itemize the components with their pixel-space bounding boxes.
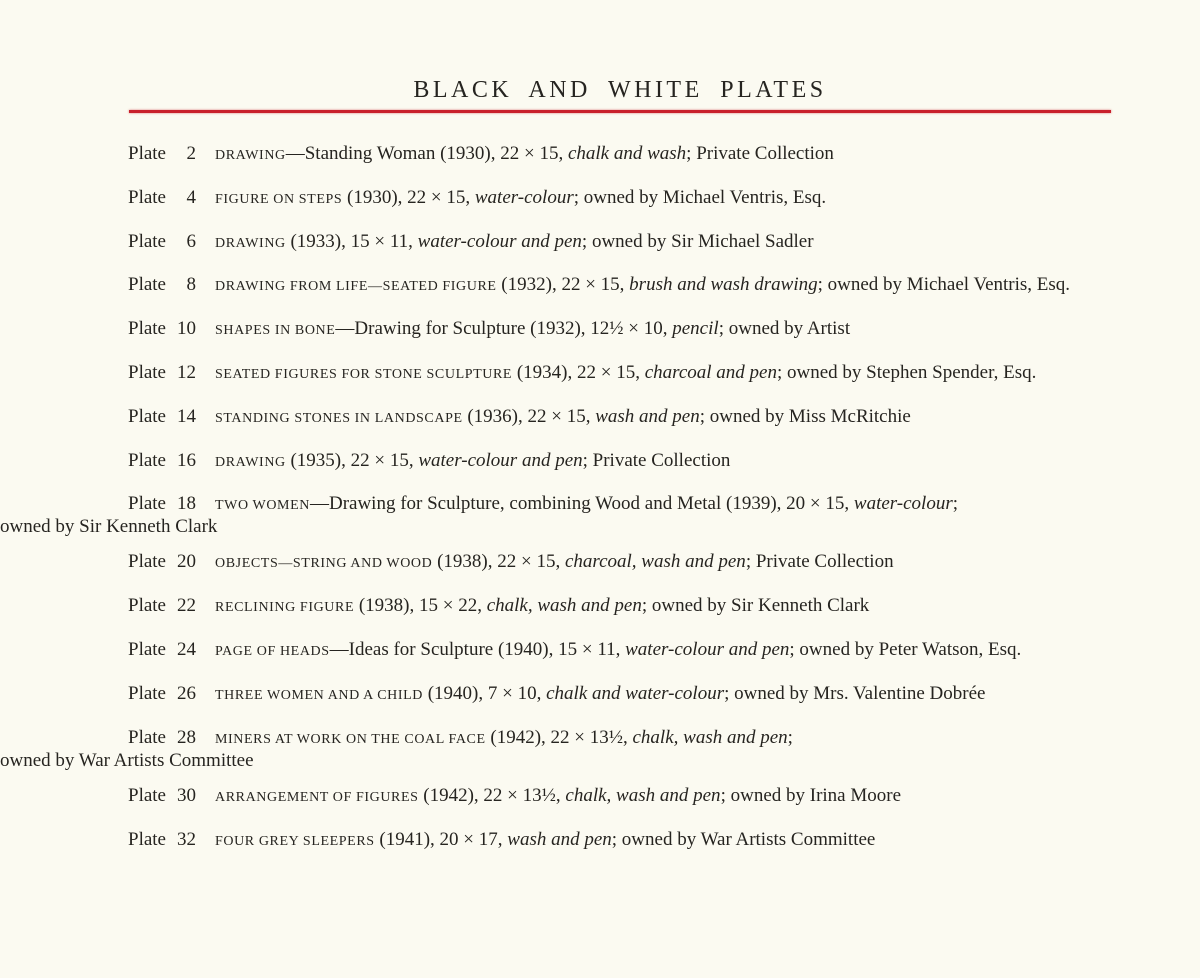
plate-num: 14 [177, 406, 196, 427]
plate-owner: ; Private Collection [686, 143, 834, 164]
plate-label: Plate [128, 595, 166, 616]
plate-num: 4 [186, 187, 196, 208]
plate-label: Plate [128, 450, 166, 471]
plate-owner-continued: owned by War Artists Committee [0, 750, 254, 771]
plate-number [128, 274, 198, 296]
plate-number [128, 406, 198, 428]
plate-num: 10 [177, 318, 196, 339]
plate-label: Plate [128, 406, 166, 427]
plate-number [128, 595, 198, 617]
plate-details: (1933), 15 × 11, [290, 231, 418, 252]
plate-separator: — [285, 143, 305, 164]
plate-number [128, 639, 198, 661]
plate-heading: DRAWING [215, 236, 286, 251]
plate-owner: ; owned by Sir Michael Sadler [581, 231, 814, 252]
plate-owner-continued: owned by Sir Kenneth Clark [0, 516, 218, 537]
plate-details: Drawing for Sculpture (1932), 12½ × 10, [354, 318, 673, 339]
plate-medium: wash and pen [595, 406, 700, 427]
plate-description [215, 187, 826, 209]
plate-heading: DRAWING [215, 455, 286, 470]
plate-medium: water-colour [853, 493, 953, 514]
plate-number [128, 450, 198, 472]
plate-label: Plate [128, 639, 166, 660]
plate-number [128, 231, 198, 253]
plate-label: Plate [128, 727, 166, 748]
plate-heading: MINERS AT WORK ON THE COAL FACE [215, 732, 486, 747]
plate-details: (1934), 22 × 15, [516, 362, 645, 383]
plate-medium: water-colour and pen [417, 231, 582, 252]
plate-heading: DRAWING [215, 148, 286, 163]
plate-description [215, 143, 834, 165]
plate-medium: water-colour and pen [418, 450, 583, 471]
plate-label: Plate [128, 143, 166, 164]
plate-owner: ; owned by Mrs. Valentine Dobrée [724, 683, 986, 704]
plate-num: 12 [177, 362, 196, 383]
plate-num: 20 [177, 551, 196, 572]
plate-number [128, 318, 198, 340]
plate-num: 2 [186, 143, 196, 164]
plate-medium: charcoal and pen [644, 362, 777, 383]
plate-number [128, 683, 198, 705]
plate-medium: pencil [672, 318, 719, 339]
plate-description [215, 727, 793, 749]
plate-description [215, 450, 730, 472]
plate-separator: — [309, 493, 329, 514]
plate-num: 6 [186, 231, 196, 252]
plate-number [128, 187, 198, 209]
plate-label: Plate [128, 187, 166, 208]
plate-owner: ; owned by Peter Watson, Esq. [789, 639, 1022, 660]
plate-heading: ARRANGEMENT OF FIGURES [215, 790, 419, 805]
plate-details: (1940), 7 × 10, [427, 683, 547, 704]
plate-owner: ; Private Collection [582, 450, 731, 471]
plate-owner: ; owned by Miss McRitchie [699, 406, 911, 427]
plate-label: Plate [128, 274, 166, 295]
plate-medium: brush and wash drawing [629, 274, 818, 295]
plate-owner: ; Private Collection [745, 551, 894, 572]
plate-details: (1941), 20 × 17, [379, 829, 508, 850]
plate-num: 8 [186, 274, 196, 295]
plate-owner: ; [952, 493, 959, 514]
plate-label: Plate [128, 785, 166, 806]
plate-number [128, 551, 198, 573]
plate-details: (1932), 22 × 15, [501, 274, 630, 295]
plate-heading: TWO WOMEN [215, 498, 310, 513]
plate-num: 28 [177, 727, 196, 748]
plate-heading: RECLINING FIGURE [215, 600, 355, 615]
plate-label: Plate [128, 829, 166, 850]
plate-label: Plate [128, 493, 166, 514]
page-title: BLACK AND WHITE PLATES [413, 77, 827, 103]
plate-heading: FIGURE ON STEPS [215, 192, 343, 207]
plate-description [215, 639, 1021, 661]
plate-medium: water-colour and pen [625, 639, 790, 660]
plate-description [215, 274, 1070, 296]
plate-label: Plate [128, 683, 166, 704]
plate-number [128, 143, 198, 165]
plate-medium: chalk and wash [567, 143, 687, 164]
plate-description [215, 406, 911, 428]
plate-details: (1938), 22 × 15, [437, 551, 565, 572]
plate-description [215, 231, 814, 253]
plate-medium: chalk, wash and pen [565, 785, 721, 806]
plate-details: Ideas for Sculpture (1940), 15 × 11, [348, 639, 626, 660]
plate-owner: ; owned by Stephen Spender, Esq. [776, 362, 1037, 383]
plate-heading: OBJECTS—STRING AND WOOD [215, 556, 433, 571]
plate-num: 18 [177, 493, 196, 514]
plate-owner: ; owned by Irina Moore [720, 785, 902, 806]
plate-description [215, 683, 985, 705]
plate-details: (1942), 22 × 13½, [490, 727, 633, 748]
plate-owner: ; owned by Sir Kenneth Clark [641, 595, 870, 616]
plate-description [215, 362, 1036, 384]
plate-details: (1938), 15 × 22, [358, 595, 487, 616]
plate-num: 22 [177, 595, 196, 616]
plate-label: Plate [128, 318, 166, 339]
plate-separator: — [329, 639, 349, 660]
plate-description [215, 595, 869, 617]
plate-owner: ; owned by Michael Ventris, Esq. [817, 274, 1071, 295]
plate-description [215, 829, 875, 851]
plate-number [128, 829, 198, 851]
plate-heading: FOUR GREY SLEEPERS [215, 834, 375, 849]
plate-heading: PAGE OF HEADS [215, 644, 330, 659]
plate-details: Drawing for Sculpture, combining Wood and Metal (1939), 20 × 15, [328, 493, 854, 514]
plate-number [128, 785, 198, 807]
plate-number [128, 362, 198, 384]
plate-label: Plate [128, 231, 166, 252]
plate-heading: SEATED FIGURES FOR STONE SCULPTURE [215, 367, 513, 382]
plate-label: Plate [128, 551, 166, 572]
title-rule [129, 110, 1111, 113]
plate-details: (1942), 22 × 13½, [423, 785, 566, 806]
plate-description [215, 493, 958, 515]
plate-heading: DRAWING FROM LIFE—SEATED FIGURE [215, 279, 497, 294]
plate-heading: STANDING STONES IN LANDSCAPE [215, 411, 463, 426]
plate-description [215, 785, 901, 807]
plate-owner: ; owned by Artist [718, 318, 851, 339]
plate-num: 32 [177, 829, 196, 850]
plate-owner: ; owned by Michael Ventris, Esq. [573, 187, 827, 208]
plate-medium: charcoal, wash and pen [564, 551, 746, 572]
plate-details: Standing Woman (1930), 22 × 15, [304, 143, 568, 164]
plate-description [215, 318, 850, 340]
plate-number [128, 493, 198, 515]
plate-separator: — [335, 318, 355, 339]
plate-number [128, 727, 198, 749]
plate-medium: chalk, wash and pen [486, 595, 642, 616]
plate-owner: ; owned by War Artists Committee [611, 829, 876, 850]
plate-medium: chalk, wash and pen [632, 727, 788, 748]
plate-heading: THREE WOMEN AND A CHILD [215, 688, 423, 703]
plate-num: 26 [177, 683, 196, 704]
plate-num: 24 [177, 639, 196, 660]
plate-num: 16 [177, 450, 196, 471]
plate-details: (1930), 22 × 15, [347, 187, 475, 208]
plate-num: 30 [177, 785, 196, 806]
plate-medium: wash and pen [507, 829, 612, 850]
plate-label: Plate [128, 362, 166, 383]
plate-description [215, 551, 894, 573]
plate-details: (1936), 22 × 15, [467, 406, 596, 427]
plate-medium: chalk and water-colour [546, 683, 725, 704]
plate-owner: ; [787, 727, 793, 748]
plate-heading: SHAPES IN BONE [215, 323, 336, 338]
plate-details: (1935), 22 × 15, [290, 450, 419, 471]
plate-medium: water-colour [474, 187, 574, 208]
